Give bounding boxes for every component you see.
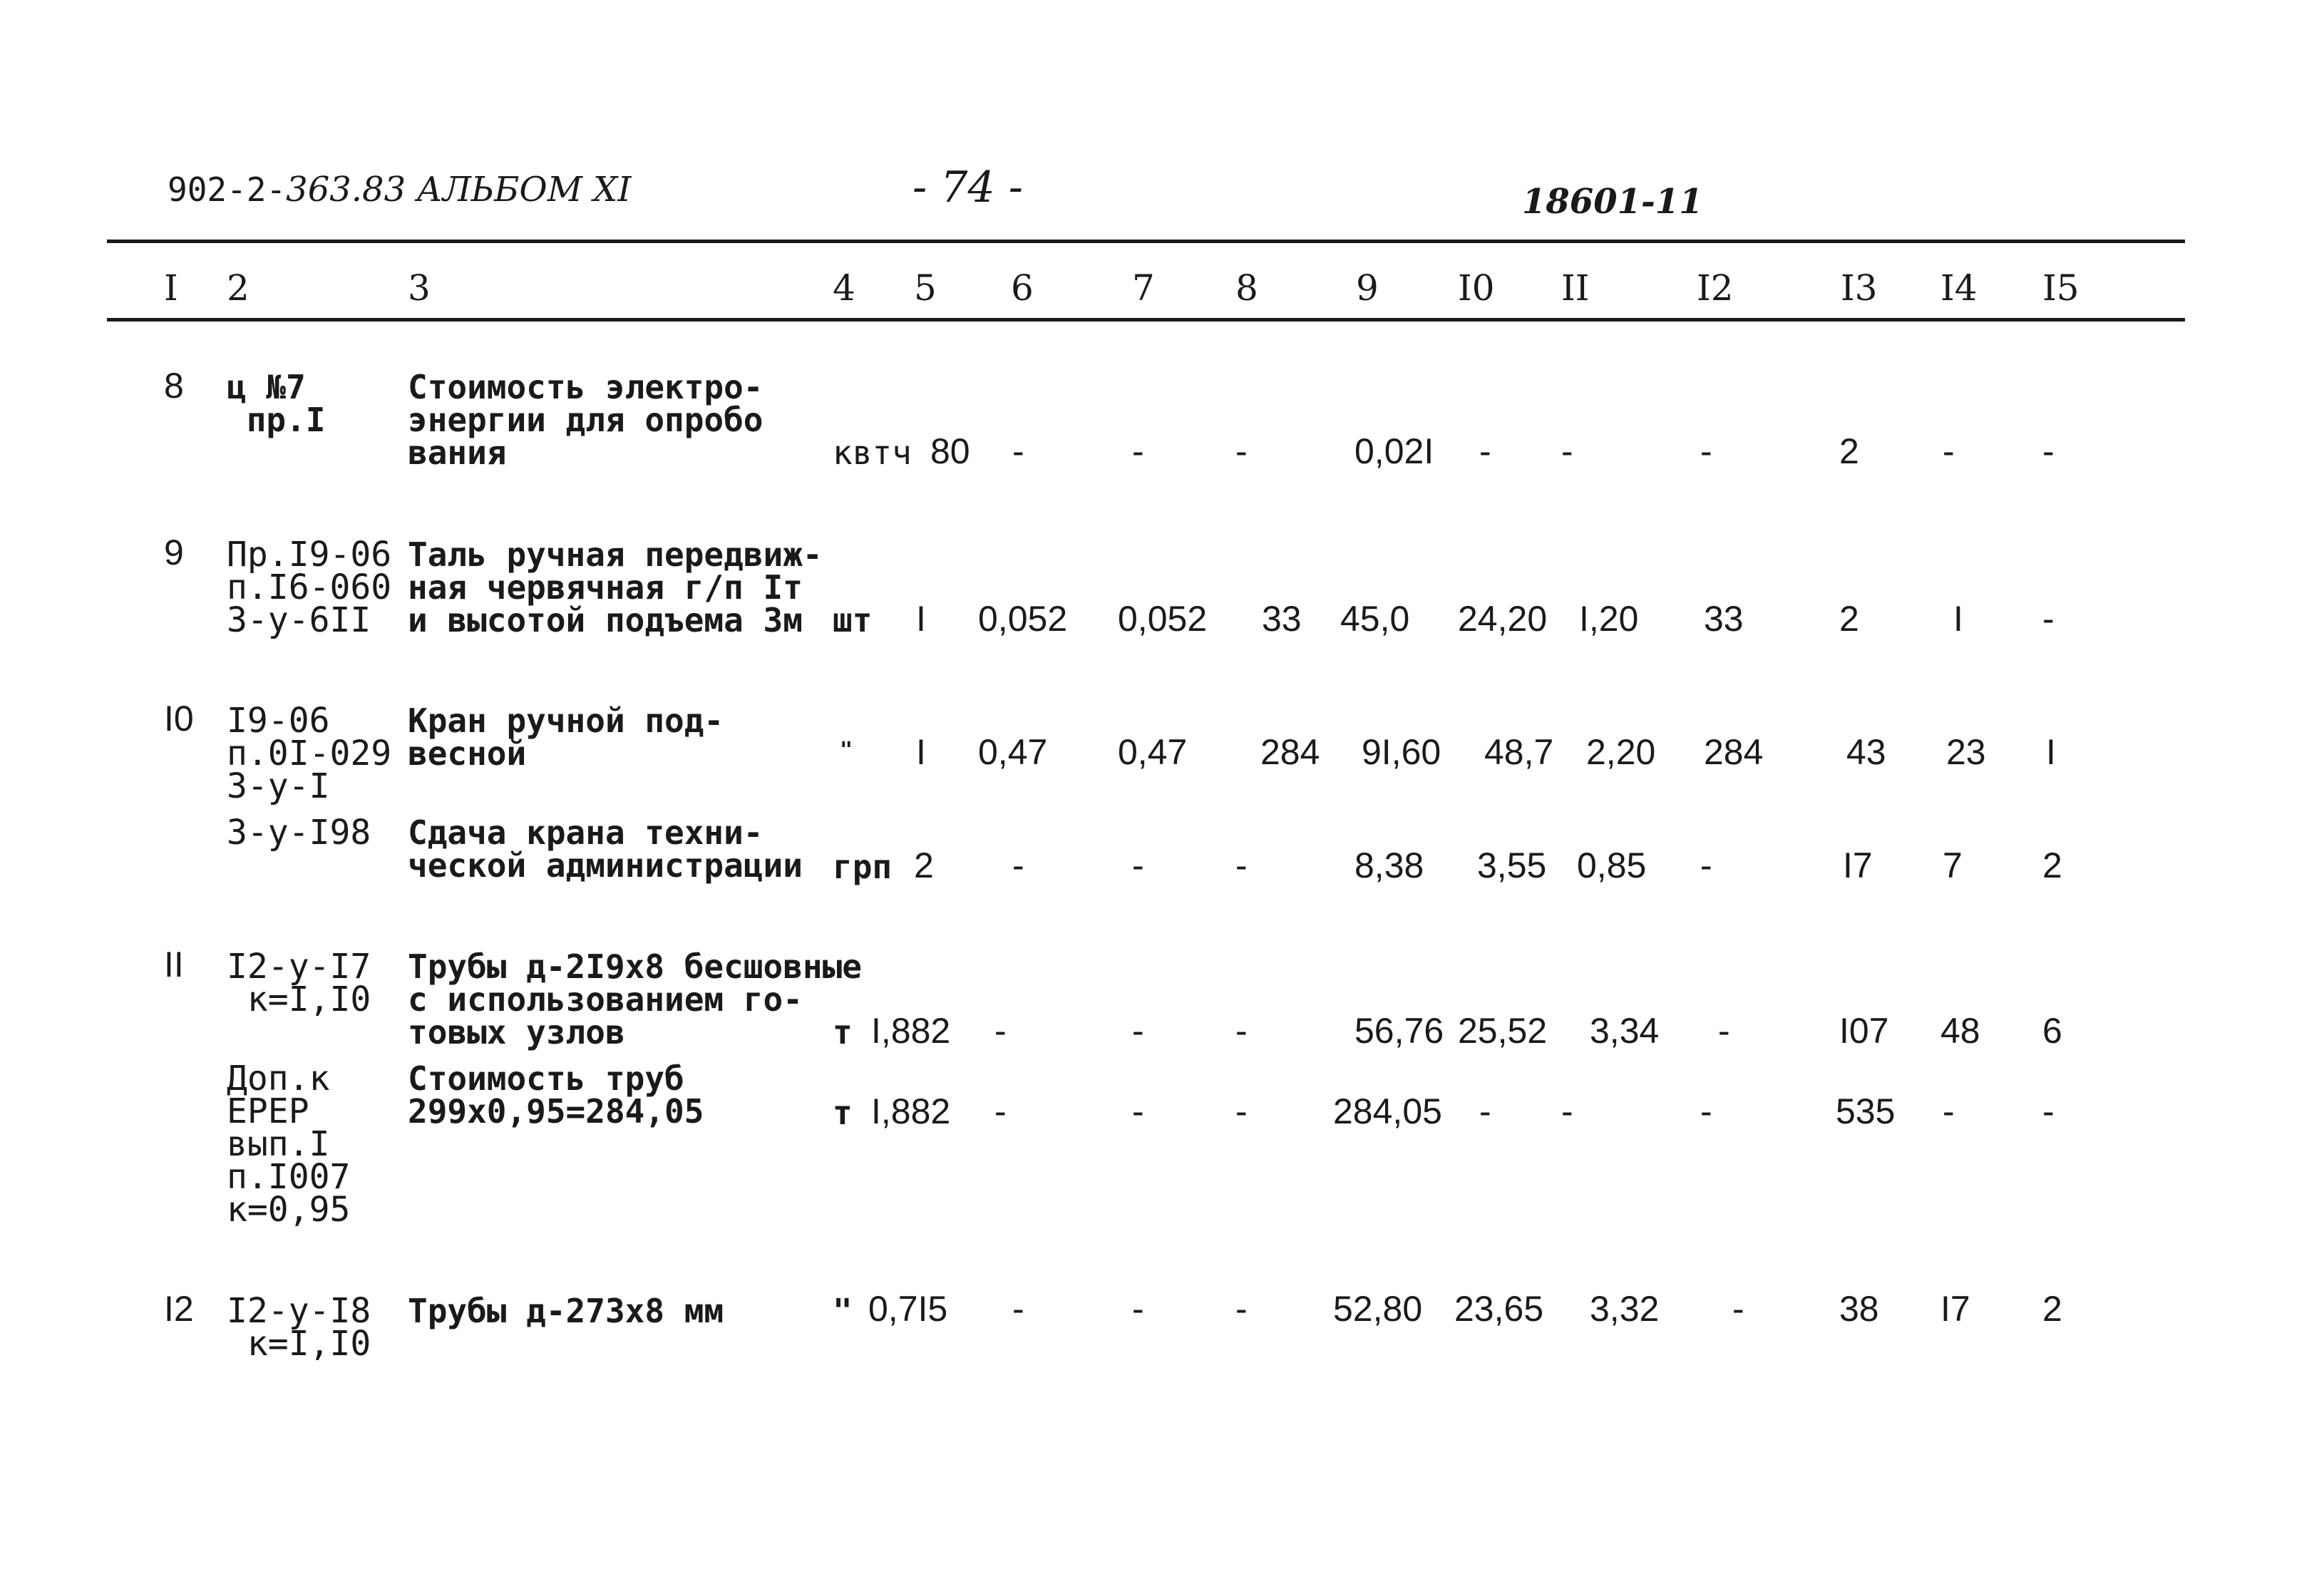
row-col11: I,20 — [1579, 599, 1639, 639]
row-col12: - — [1718, 1011, 1730, 1051]
row-col15: 2 — [2042, 1289, 2062, 1329]
row-col11: - — [1561, 1091, 1573, 1131]
row-col13: 2 — [1839, 599, 1859, 639]
row-number: 9 — [164, 533, 184, 572]
row-col7: - — [1132, 845, 1144, 885]
row-col6: 0,47 — [978, 732, 1048, 772]
row-col8: - — [1235, 1011, 1248, 1051]
row-col14: I7 — [1940, 1289, 1970, 1329]
row-col8: - — [1235, 1091, 1248, 1131]
row-number: II — [164, 945, 184, 984]
row-col15: - — [2042, 599, 2055, 639]
row-number: I0 — [164, 699, 194, 739]
row-number: 8 — [164, 366, 184, 406]
row-col9: 56,76 — [1354, 1011, 1444, 1051]
column-header-3: 3 — [408, 267, 431, 309]
row-col10: 24,20 — [1458, 599, 1548, 639]
row-col10: 23,65 — [1454, 1289, 1544, 1329]
row-col13: 2 — [1839, 431, 1859, 471]
row-col7: 0,47 — [1118, 732, 1188, 772]
row-col13: I07 — [1839, 1011, 1889, 1051]
column-header-15: I5 — [2042, 267, 2079, 309]
row-col13: I7 — [1843, 845, 1873, 885]
row-col6: - — [1012, 431, 1024, 471]
row-col14: 48 — [1940, 1011, 1980, 1051]
row-col13: 535 — [1836, 1091, 1896, 1131]
row-col11: 3,34 — [1590, 1011, 1660, 1051]
row-col7: - — [1132, 431, 1144, 471]
row-col7: 0,052 — [1118, 599, 1208, 639]
column-header-12: I2 — [1697, 267, 1734, 309]
row-col12: - — [1700, 1091, 1712, 1131]
row-code: Доп.к ЕРЕР вып.I п.I007 к=0,95 — [227, 1059, 351, 1230]
row-col8: - — [1235, 431, 1248, 471]
row-name: Таль ручная передвиж- ная червячная г/п Iт и высотой подъема 3м — [408, 535, 823, 639]
column-header-8: 8 — [1235, 267, 1258, 309]
document-code-handwritten: 363.83 АЛЬБОМ XI — [286, 170, 632, 210]
row-unit: " — [840, 738, 853, 763]
column-header-6: 6 — [1011, 267, 1034, 309]
row-col13: 43 — [1846, 732, 1886, 772]
row-col11: 3,32 — [1590, 1289, 1660, 1329]
column-header-10: I0 — [1458, 267, 1495, 309]
row-col15: - — [2042, 1091, 2055, 1131]
row-col15: 2 — [2042, 845, 2062, 885]
column-header-1: I — [164, 267, 178, 309]
row-col12: 284 — [1704, 732, 1764, 772]
reference-number: 18601-11 — [1522, 182, 1703, 222]
row-col8: 33 — [1262, 599, 1302, 639]
row-col9: 52,80 — [1333, 1289, 1423, 1329]
row-col15: - — [2042, 431, 2055, 471]
row-col11: - — [1561, 431, 1573, 471]
row-code: I2-у-I7 к=I,I0 — [227, 947, 371, 1019]
row-col6: 0,052 — [978, 599, 1068, 639]
row-unit: грп — [833, 848, 893, 886]
row-col9: 8,38 — [1354, 845, 1424, 885]
row-name: Сдача крана техни- ческой администрации — [408, 813, 803, 885]
row-unit: т — [833, 1013, 853, 1051]
row-col7: - — [1132, 1011, 1144, 1051]
row-col9: 9I,60 — [1362, 732, 1441, 772]
column-header-2: 2 — [227, 267, 250, 309]
row-code: I9-06 п.0I-029 3-у-I — [227, 701, 392, 806]
column-header-7: 7 — [1132, 267, 1155, 309]
row-col6: - — [1012, 1289, 1024, 1329]
row-col7: - — [1132, 1091, 1144, 1131]
row-col13: 38 — [1839, 1289, 1879, 1329]
row-col10: - — [1479, 1091, 1491, 1131]
row-number: I2 — [164, 1289, 194, 1329]
row-code: Пр.I9-06 п.I6-060 3-у-6II — [227, 535, 392, 640]
row-col14: - — [1943, 1091, 1955, 1131]
row-col12: - — [1700, 431, 1712, 471]
column-header-9: 9 — [1356, 267, 1379, 309]
row-quantity: 0,7I5 — [868, 1289, 948, 1329]
row-col11: 0,85 — [1577, 845, 1647, 885]
row-col6: - — [994, 1091, 1007, 1131]
row-quantity: I,882 — [871, 1011, 951, 1051]
row-col14: 7 — [1943, 845, 1963, 885]
row-unit: " — [833, 1292, 853, 1330]
column-header-4: 4 — [833, 267, 855, 309]
row-unit: квтч — [833, 433, 912, 472]
row-col12: - — [1732, 1289, 1744, 1329]
row-col14: - — [1943, 431, 1955, 471]
row-code: 3-у-I98 — [227, 813, 371, 853]
row-quantity: 80 — [930, 431, 970, 471]
row-col14: 23 — [1946, 732, 1986, 772]
row-col15: I — [2046, 732, 2056, 772]
row-name: Стоимость электро- энергии для опробо вания — [408, 368, 763, 472]
row-code: I2-у-I8 к=I,I0 — [227, 1291, 371, 1364]
row-col9: 284,05 — [1333, 1091, 1442, 1131]
document-code — [168, 170, 631, 210]
column-header-5: 5 — [914, 267, 937, 309]
row-quantity: I — [916, 599, 926, 639]
row-name: Кран ручной под- весной — [408, 701, 724, 773]
row-quantity: I,882 — [871, 1091, 951, 1131]
row-col12: - — [1700, 845, 1712, 885]
row-col8: - — [1235, 1289, 1248, 1329]
row-quantity: I — [916, 732, 926, 772]
row-col10: 25,52 — [1458, 1011, 1548, 1051]
header-bottom-rule — [107, 318, 2185, 322]
document-code-printed: 902-2- — [168, 170, 287, 209]
row-col8: - — [1235, 845, 1248, 885]
column-header-11: II — [1561, 267, 1590, 309]
row-code: ц №7 пр.I — [227, 368, 326, 439]
row-name: Трубы д-273х8 мм — [408, 1292, 724, 1330]
row-col10: - — [1479, 431, 1491, 471]
row-unit: т — [833, 1094, 853, 1132]
row-col8: 284 — [1260, 732, 1320, 772]
row-col11: 2,20 — [1586, 732, 1656, 772]
row-quantity: 2 — [914, 845, 934, 885]
row-col7: - — [1132, 1289, 1144, 1329]
row-col9: 0,02I — [1354, 431, 1434, 471]
row-col12: 33 — [1704, 599, 1744, 639]
row-name: Трубы д-2I9х8 бесшовные с использованием го- товых узлов — [408, 947, 862, 1051]
row-unit: шт — [833, 601, 873, 639]
row-name: Стоимость труб 299х0,95=284,05 — [408, 1059, 704, 1131]
row-col9: 45,0 — [1340, 599, 1410, 639]
column-header-13: I3 — [1841, 267, 1878, 309]
header-top-rule — [107, 240, 2185, 243]
column-header-14: I4 — [1940, 267, 1978, 309]
page-number: - 74 - — [912, 163, 1024, 212]
row-col15: 6 — [2042, 1011, 2062, 1051]
row-col6: - — [1012, 845, 1024, 885]
row-col10: 3,55 — [1477, 845, 1547, 885]
row-col6: - — [994, 1011, 1007, 1051]
row-col10: 48,7 — [1484, 732, 1554, 772]
row-col14: I — [1953, 599, 1963, 639]
